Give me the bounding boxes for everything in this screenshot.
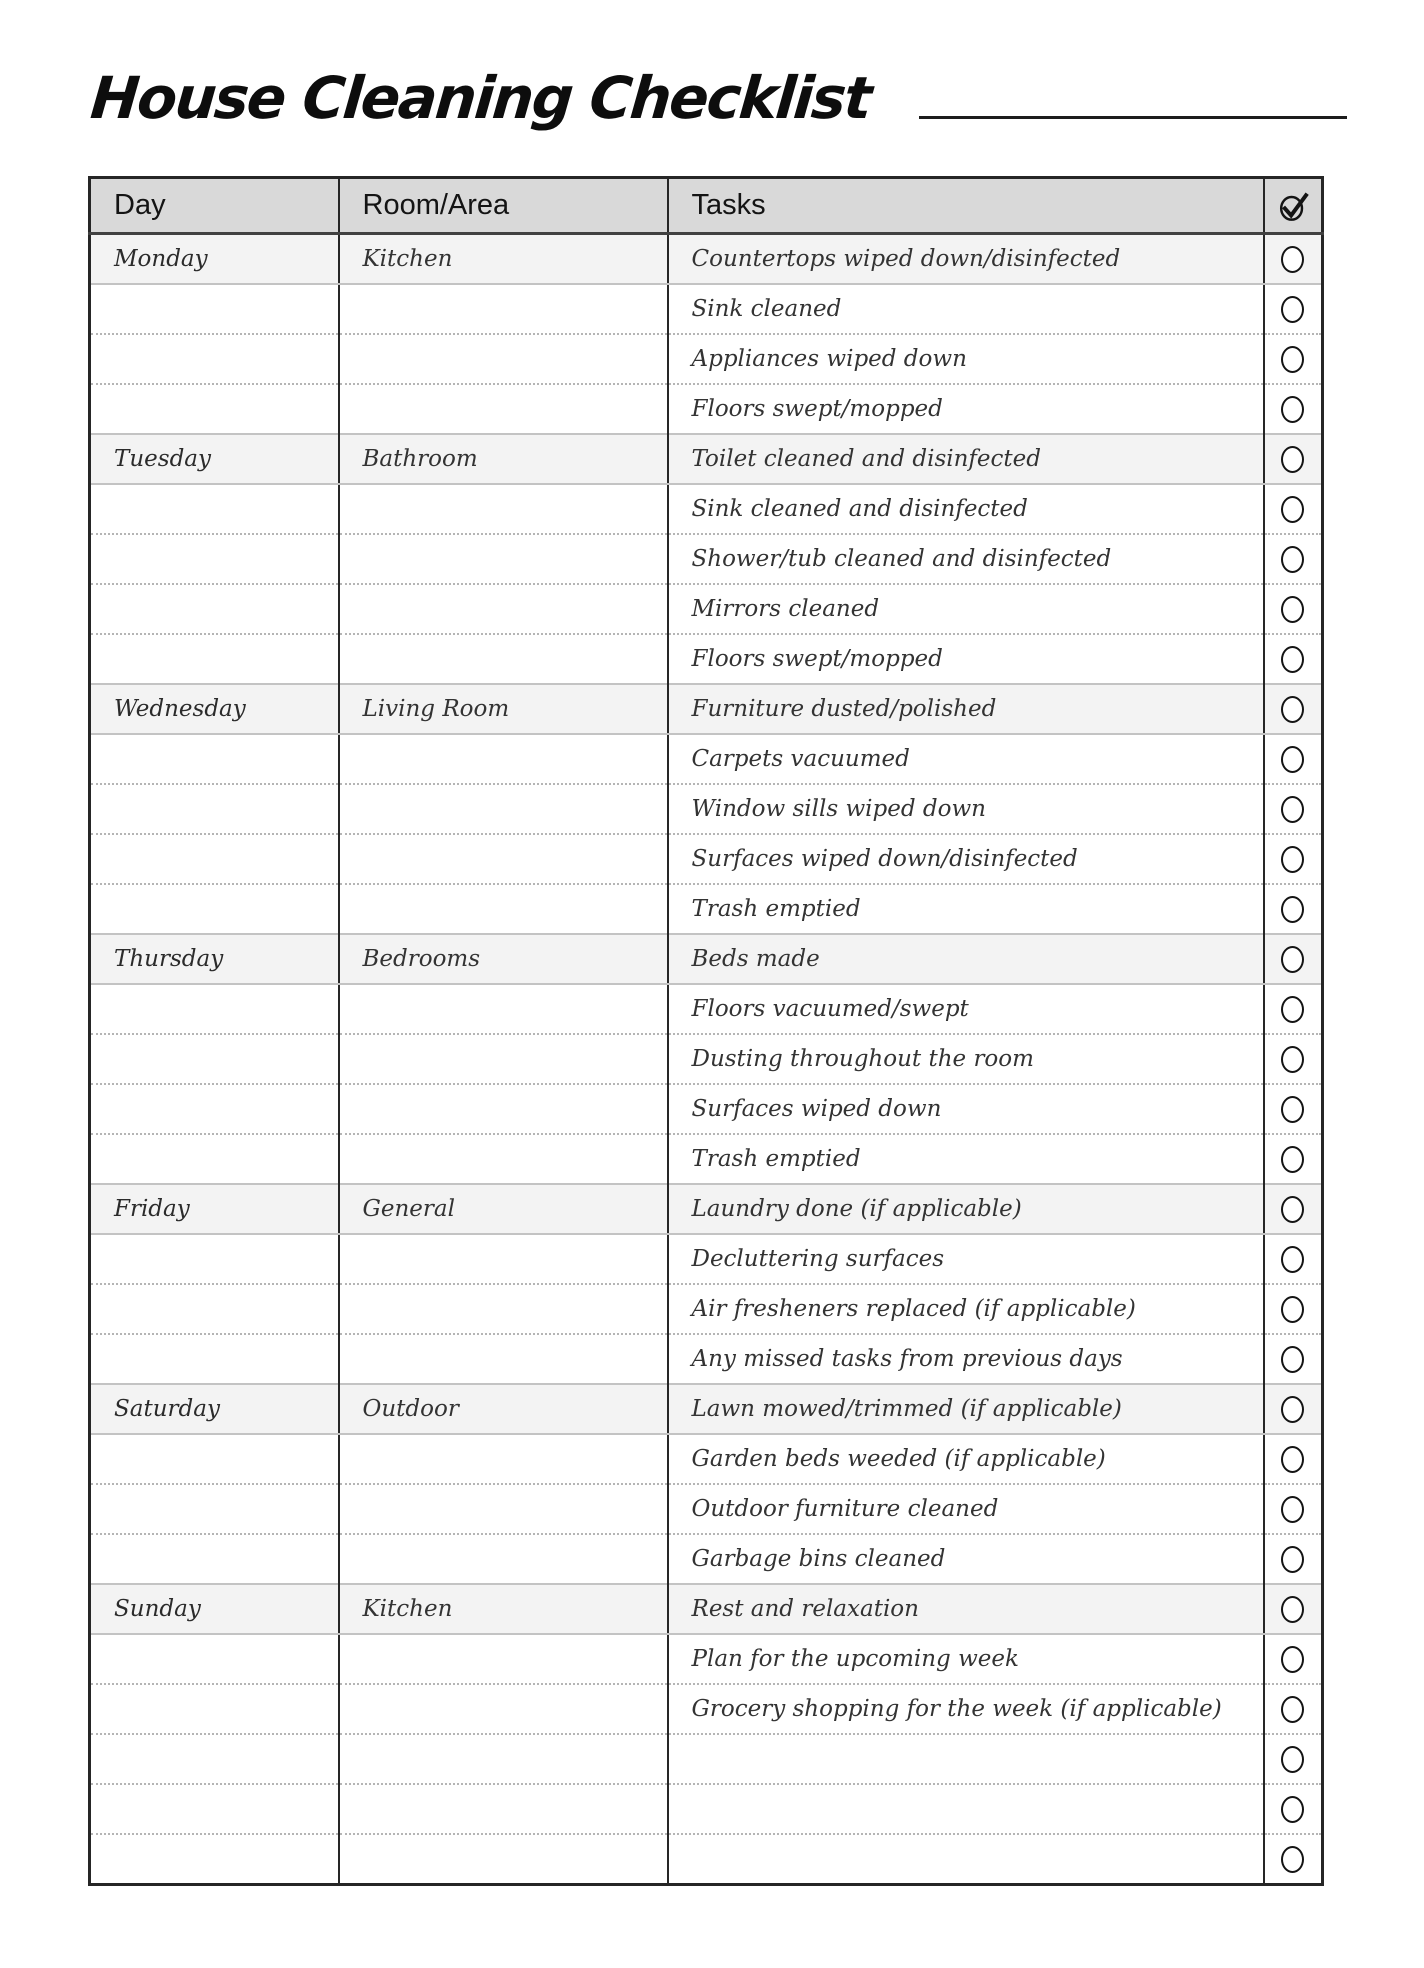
circle-checkbox[interactable] bbox=[1281, 246, 1304, 273]
table-row bbox=[90, 984, 1323, 1034]
checkmark-circle-icon bbox=[1276, 189, 1310, 223]
table-row bbox=[90, 234, 1323, 285]
table-row bbox=[90, 1084, 1323, 1134]
circle-checkbox[interactable] bbox=[1281, 496, 1304, 523]
table-row bbox=[90, 784, 1323, 834]
day-cell bbox=[90, 484, 339, 534]
check-cell bbox=[1264, 384, 1323, 434]
check-cell bbox=[1264, 484, 1323, 534]
day-cell-label: Saturday bbox=[114, 1396, 220, 1422]
day-cell bbox=[90, 984, 339, 1034]
table-row bbox=[90, 584, 1323, 634]
circle-checkbox[interactable] bbox=[1281, 1146, 1304, 1173]
table-row bbox=[90, 634, 1323, 684]
task-cell-label: Decluttering surfaces bbox=[691, 1246, 945, 1272]
room-cell bbox=[339, 1384, 668, 1434]
table-row bbox=[90, 1034, 1323, 1084]
check-cell bbox=[1264, 634, 1323, 684]
circle-checkbox[interactable] bbox=[1281, 1496, 1304, 1523]
day-cell bbox=[90, 734, 339, 784]
task-cell-label: Dusting throughout the room bbox=[691, 1046, 1034, 1072]
table-row bbox=[90, 1734, 1323, 1784]
day-cell bbox=[90, 1534, 339, 1584]
room-cell-label: Outdoor bbox=[362, 1396, 459, 1422]
check-cell bbox=[1264, 1334, 1323, 1384]
task-cell bbox=[668, 1134, 1264, 1184]
room-cell bbox=[339, 434, 668, 484]
day-cell bbox=[90, 284, 339, 334]
room-cell bbox=[339, 834, 668, 884]
task-cell bbox=[668, 384, 1264, 434]
room-cell bbox=[339, 984, 668, 1034]
day-cell bbox=[90, 1634, 339, 1684]
circle-checkbox[interactable] bbox=[1281, 696, 1304, 723]
day-cell bbox=[90, 1584, 339, 1634]
task-cell-label: Any missed tasks from previous days bbox=[691, 1346, 1123, 1372]
check-cell bbox=[1264, 1084, 1323, 1134]
room-cell bbox=[339, 1584, 668, 1634]
task-cell bbox=[668, 1634, 1264, 1684]
task-cell bbox=[668, 1034, 1264, 1084]
circle-checkbox[interactable] bbox=[1281, 346, 1304, 373]
task-cell-label: Countertops wiped down/disinfected bbox=[691, 246, 1121, 272]
circle-checkbox[interactable] bbox=[1281, 1296, 1304, 1323]
checklist-table bbox=[88, 176, 1324, 1886]
task-cell-label: Surfaces wiped down/disinfected bbox=[691, 846, 1078, 872]
check-cell bbox=[1264, 1634, 1323, 1684]
task-cell bbox=[668, 1484, 1264, 1534]
task-cell bbox=[668, 484, 1264, 534]
check-cell bbox=[1264, 784, 1323, 834]
room-cell bbox=[339, 1484, 668, 1534]
check-cell bbox=[1264, 534, 1323, 584]
day-cell bbox=[90, 884, 339, 934]
room-cell bbox=[339, 1634, 668, 1684]
check-cell bbox=[1264, 1234, 1323, 1284]
task-cell-label: Lawn mowed/trimmed (if applicable) bbox=[691, 1396, 1122, 1422]
room-cell bbox=[339, 1034, 668, 1084]
check-cell bbox=[1264, 1134, 1323, 1184]
day-cell bbox=[90, 334, 339, 384]
day-cell-label: Sunday bbox=[114, 1596, 201, 1622]
circle-checkbox[interactable] bbox=[1281, 946, 1304, 973]
room-cell-label: Living Room bbox=[362, 696, 510, 722]
col-header-check bbox=[1264, 178, 1323, 234]
room-cell-label: Bathroom bbox=[362, 446, 478, 472]
table-header bbox=[90, 178, 1323, 234]
day-cell bbox=[90, 1134, 339, 1184]
page-title: House Cleaning Checklist bbox=[88, 64, 873, 132]
circle-checkbox[interactable] bbox=[1281, 1546, 1304, 1573]
day-cell bbox=[90, 1284, 339, 1334]
room-cell bbox=[339, 534, 668, 584]
day-cell bbox=[90, 834, 339, 884]
table-row bbox=[90, 434, 1323, 484]
circle-checkbox[interactable] bbox=[1281, 1196, 1304, 1223]
check-cell bbox=[1264, 1284, 1323, 1334]
table-row bbox=[90, 484, 1323, 534]
day-cell-label: Friday bbox=[114, 1196, 190, 1222]
task-cell bbox=[668, 1334, 1264, 1384]
day-cell bbox=[90, 1684, 339, 1734]
task-cell-label: Shower/tub cleaned and disinfected bbox=[691, 546, 1112, 572]
table-row bbox=[90, 684, 1323, 734]
task-cell-label: Floors vacuumed/swept bbox=[691, 996, 969, 1022]
task-cell-label: Air fresheners replaced (if applicable) bbox=[691, 1296, 1136, 1322]
check-cell bbox=[1264, 1184, 1323, 1234]
task-cell-label: Floors swept/mopped bbox=[691, 646, 943, 672]
task-cell bbox=[668, 634, 1264, 684]
task-cell-label: Garden beds weeded (if applicable) bbox=[691, 1446, 1106, 1472]
room-cell bbox=[339, 884, 668, 934]
task-cell bbox=[668, 584, 1264, 634]
table-row bbox=[90, 534, 1323, 584]
check-cell bbox=[1264, 1534, 1323, 1584]
room-cell bbox=[339, 284, 668, 334]
circle-checkbox[interactable] bbox=[1281, 996, 1304, 1023]
check-cell bbox=[1264, 334, 1323, 384]
table-row bbox=[90, 1334, 1323, 1384]
table-row bbox=[90, 384, 1323, 434]
room-cell bbox=[339, 1184, 668, 1234]
task-cell bbox=[668, 1184, 1264, 1234]
day-cell-label: Thursday bbox=[114, 946, 224, 972]
day-cell bbox=[90, 784, 339, 834]
task-cell-label: Laundry done (if applicable) bbox=[691, 1196, 1022, 1222]
check-cell bbox=[1264, 984, 1323, 1034]
circle-checkbox[interactable] bbox=[1281, 1346, 1304, 1373]
table-row bbox=[90, 1184, 1323, 1234]
task-cell bbox=[668, 734, 1264, 784]
room-cell bbox=[339, 584, 668, 634]
task-cell bbox=[668, 434, 1264, 484]
task-cell bbox=[668, 1834, 1264, 1885]
task-cell-label: Plan for the upcoming week bbox=[691, 1646, 1019, 1672]
task-cell bbox=[668, 534, 1264, 584]
room-cell bbox=[339, 334, 668, 384]
day-cell bbox=[90, 534, 339, 584]
day-cell bbox=[90, 1184, 339, 1234]
day-cell bbox=[90, 1384, 339, 1434]
room-cell bbox=[339, 634, 668, 684]
day-cell bbox=[90, 434, 339, 484]
task-cell-label: Mirrors cleaned bbox=[691, 596, 880, 622]
circle-checkbox[interactable] bbox=[1281, 1796, 1304, 1823]
circle-checkbox[interactable] bbox=[1281, 746, 1304, 773]
task-cell-label: Appliances wiped down bbox=[691, 346, 967, 372]
room-cell bbox=[339, 1684, 668, 1734]
room-cell bbox=[339, 484, 668, 534]
circle-checkbox[interactable] bbox=[1281, 296, 1304, 323]
task-cell bbox=[668, 934, 1264, 984]
check-cell bbox=[1264, 1684, 1323, 1734]
table-row bbox=[90, 1284, 1323, 1334]
day-cell-label: Monday bbox=[114, 246, 208, 272]
circle-checkbox[interactable] bbox=[1281, 646, 1304, 673]
circle-checkbox[interactable] bbox=[1281, 1396, 1304, 1423]
task-cell bbox=[668, 1734, 1264, 1784]
check-cell bbox=[1264, 1834, 1323, 1885]
room-cell-label: Bedrooms bbox=[362, 946, 481, 972]
room-cell bbox=[339, 1834, 668, 1885]
task-cell bbox=[668, 1784, 1264, 1834]
col-header-day: Day bbox=[90, 178, 339, 234]
day-cell bbox=[90, 684, 339, 734]
task-cell-label: Grocery shopping for the week (if applicable) bbox=[691, 1696, 1222, 1722]
room-cell bbox=[339, 684, 668, 734]
room-cell bbox=[339, 1234, 668, 1284]
table-row bbox=[90, 734, 1323, 784]
table-row bbox=[90, 1484, 1323, 1534]
day-cell bbox=[90, 1734, 339, 1784]
room-cell-label: Kitchen bbox=[362, 246, 453, 272]
day-cell bbox=[90, 234, 339, 285]
table-row bbox=[90, 834, 1323, 884]
title-row bbox=[88, 64, 1424, 132]
room-cell-label: Kitchen bbox=[362, 1596, 453, 1622]
room-cell-label: General bbox=[362, 1196, 455, 1222]
circle-checkbox[interactable] bbox=[1281, 1596, 1304, 1623]
day-cell bbox=[90, 1034, 339, 1084]
check-cell bbox=[1264, 434, 1323, 484]
task-cell-label: Outdoor furniture cleaned bbox=[691, 1496, 999, 1522]
room-cell bbox=[339, 384, 668, 434]
table-row bbox=[90, 1434, 1323, 1484]
task-cell bbox=[668, 684, 1264, 734]
table-row bbox=[90, 1784, 1323, 1834]
task-cell-label: Floors swept/mopped bbox=[691, 396, 943, 422]
room-cell bbox=[339, 734, 668, 784]
table-row bbox=[90, 1834, 1323, 1885]
check-cell bbox=[1264, 234, 1323, 285]
task-cell-label: Sink cleaned and disinfected bbox=[691, 496, 1028, 522]
circle-checkbox[interactable] bbox=[1281, 546, 1304, 573]
header-row bbox=[90, 178, 1323, 234]
task-cell-label: Rest and relaxation bbox=[691, 1596, 919, 1622]
circle-checkbox[interactable] bbox=[1281, 396, 1304, 423]
table-row bbox=[90, 1584, 1323, 1634]
check-cell bbox=[1264, 834, 1323, 884]
circle-checkbox[interactable] bbox=[1281, 1246, 1304, 1273]
circle-checkbox[interactable] bbox=[1281, 796, 1304, 823]
task-cell-label: Carpets vacuumed bbox=[691, 746, 910, 772]
room-cell bbox=[339, 1134, 668, 1184]
task-cell-label: Sink cleaned bbox=[691, 296, 842, 322]
day-cell bbox=[90, 1234, 339, 1284]
check-cell bbox=[1264, 1484, 1323, 1534]
task-cell bbox=[668, 234, 1264, 285]
check-cell bbox=[1264, 1434, 1323, 1484]
table-row bbox=[90, 1534, 1323, 1584]
title-underline bbox=[919, 116, 1347, 119]
task-cell bbox=[668, 1534, 1264, 1584]
task-cell bbox=[668, 1434, 1264, 1484]
room-cell bbox=[339, 1734, 668, 1784]
day-cell bbox=[90, 584, 339, 634]
room-cell bbox=[339, 234, 668, 285]
circle-checkbox[interactable] bbox=[1281, 1746, 1304, 1773]
task-cell bbox=[668, 834, 1264, 884]
task-cell-label: Window sills wiped down bbox=[691, 796, 986, 822]
check-cell bbox=[1264, 684, 1323, 734]
room-cell bbox=[339, 1084, 668, 1134]
room-cell bbox=[339, 1534, 668, 1584]
table-row bbox=[90, 284, 1323, 334]
task-cell bbox=[668, 334, 1264, 384]
task-cell-label: Trash emptied bbox=[691, 896, 861, 922]
room-cell bbox=[339, 1784, 668, 1834]
task-cell-label: Garbage bins cleaned bbox=[691, 1546, 946, 1572]
check-cell bbox=[1264, 884, 1323, 934]
task-cell bbox=[668, 1084, 1264, 1134]
col-header-tasks: Tasks bbox=[668, 178, 1264, 234]
room-cell bbox=[339, 1434, 668, 1484]
circle-checkbox[interactable] bbox=[1281, 1846, 1304, 1873]
table-row bbox=[90, 334, 1323, 384]
table-row bbox=[90, 1384, 1323, 1434]
day-cell bbox=[90, 934, 339, 984]
task-cell bbox=[668, 1584, 1264, 1634]
task-cell bbox=[668, 1284, 1264, 1334]
table-row bbox=[90, 1634, 1323, 1684]
task-cell-label: Toilet cleaned and disinfected bbox=[691, 446, 1041, 472]
day-cell bbox=[90, 1434, 339, 1484]
check-cell bbox=[1264, 584, 1323, 634]
circle-checkbox[interactable] bbox=[1281, 1046, 1304, 1073]
day-cell bbox=[90, 1834, 339, 1885]
task-cell bbox=[668, 884, 1264, 934]
task-cell bbox=[668, 1384, 1264, 1434]
check-cell bbox=[1264, 934, 1323, 984]
day-cell-label: Tuesday bbox=[114, 446, 211, 472]
check-cell bbox=[1264, 734, 1323, 784]
task-cell-label: Surfaces wiped down bbox=[691, 1096, 942, 1122]
check-cell bbox=[1264, 284, 1323, 334]
task-cell-label: Beds made bbox=[691, 946, 820, 972]
room-cell bbox=[339, 1284, 668, 1334]
table-row bbox=[90, 1234, 1323, 1284]
check-cell bbox=[1264, 1734, 1323, 1784]
checklist-body bbox=[90, 234, 1323, 1885]
task-cell-label: Furniture dusted/polished bbox=[691, 696, 997, 722]
col-header-room: Room/Area bbox=[339, 178, 668, 234]
room-cell bbox=[339, 784, 668, 834]
table-row bbox=[90, 934, 1323, 984]
day-cell bbox=[90, 1334, 339, 1384]
room-cell bbox=[339, 1334, 668, 1384]
table-row bbox=[90, 884, 1323, 934]
task-cell bbox=[668, 784, 1264, 834]
circle-checkbox[interactable] bbox=[1281, 446, 1304, 473]
circle-checkbox[interactable] bbox=[1281, 1646, 1304, 1673]
task-cell-label: Trash emptied bbox=[691, 1146, 861, 1172]
circle-checkbox[interactable] bbox=[1281, 596, 1304, 623]
check-cell bbox=[1264, 1584, 1323, 1634]
task-cell bbox=[668, 984, 1264, 1034]
check-cell bbox=[1264, 1034, 1323, 1084]
day-cell bbox=[90, 384, 339, 434]
circle-checkbox[interactable] bbox=[1281, 1096, 1304, 1123]
task-cell bbox=[668, 284, 1264, 334]
circle-checkbox[interactable] bbox=[1281, 846, 1304, 873]
circle-checkbox[interactable] bbox=[1281, 896, 1304, 923]
task-cell bbox=[668, 1234, 1264, 1284]
day-cell bbox=[90, 1784, 339, 1834]
day-cell-label: Wednesday bbox=[114, 696, 246, 722]
day-cell bbox=[90, 1084, 339, 1134]
task-cell bbox=[668, 1684, 1264, 1734]
table-row bbox=[90, 1684, 1323, 1734]
check-cell bbox=[1264, 1784, 1323, 1834]
check-cell bbox=[1264, 1384, 1323, 1434]
day-cell bbox=[90, 1484, 339, 1534]
circle-checkbox[interactable] bbox=[1281, 1696, 1304, 1723]
table-row bbox=[90, 1134, 1323, 1184]
circle-checkbox[interactable] bbox=[1281, 1446, 1304, 1473]
room-cell bbox=[339, 934, 668, 984]
day-cell bbox=[90, 634, 339, 684]
